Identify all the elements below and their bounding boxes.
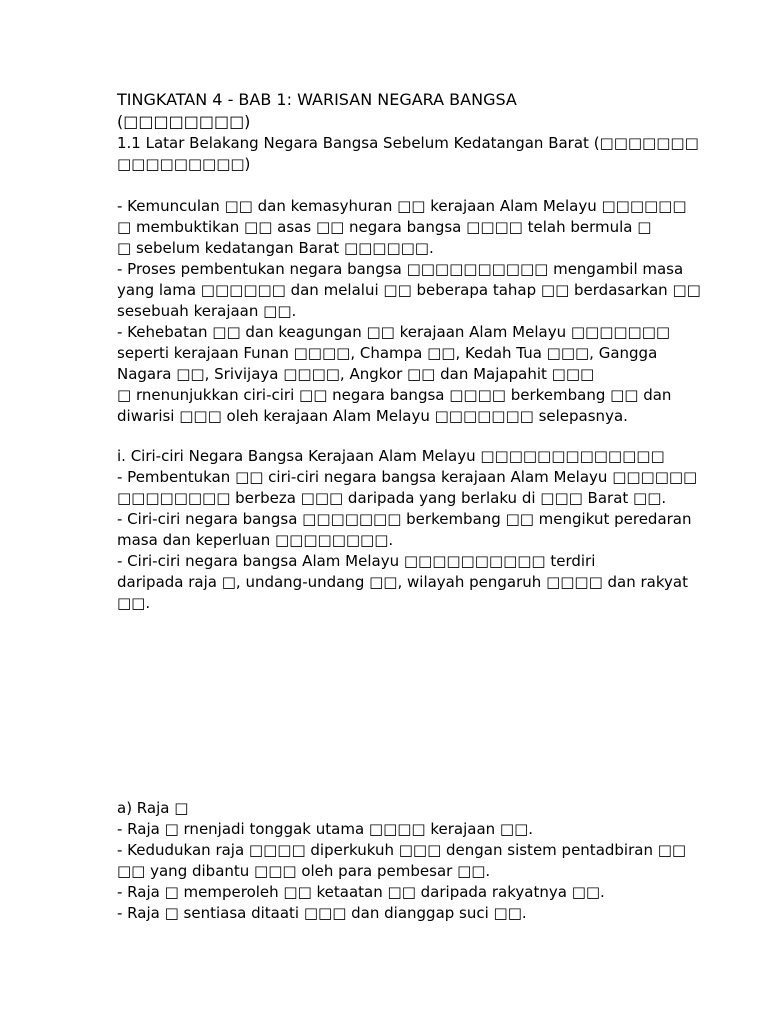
text-line: yang lama □□□□□□ dan melalui □□ beberapa tahap □□ berdasarkan □□ <box>117 281 701 299</box>
text-line: - Ciri-ciri negara bangsa Alam Melayu □□□□□□□□□□ terdiri <box>117 552 596 570</box>
section-heading <box>117 133 699 175</box>
heading-line: □□□□□□□□□) <box>117 155 251 173</box>
text-line: masa dan keperluan □□□□□□□□. <box>117 531 394 549</box>
text-line: □ membuktikan □□ asas □□ negara bangsa □□□□ telah bermula □ <box>117 218 652 236</box>
text-line: - Raja □ memperoleh □□ ketaatan □□ daripada rakyatnya □□. <box>117 883 605 901</box>
text-line: □□ yang dibantu □□□ oleh para pembesar □□. <box>117 862 491 880</box>
paragraph-raja <box>117 798 687 924</box>
text-line: - Kehebatan □□ dan keagungan □□ kerajaan Alam Melayu □□□□□□□ <box>117 323 671 341</box>
text-line: a) Raja □ <box>117 799 189 817</box>
text-line: - Kemunculan □□ dan kemasyhuran □□ kerajaan Alam Melayu □□□□□□ <box>117 197 687 215</box>
text-line: □□□□□□□□ berbeza □□□ daripada yang berlaku di □□□ Barat □□. <box>117 489 667 507</box>
heading-line: 1.1 Latar Belakang Negara Bangsa Sebelum Kedatangan Barat (□□□□□□□ <box>117 134 699 152</box>
text-line: i. Ciri-ciri Negara Bangsa Kerajaan Alam Melayu □□□□□□□□□□□□□ <box>117 447 665 465</box>
text-line: daripada raja □, undang-undang □□, wilayah pengaruh □□□□ dan rakyat <box>117 573 688 591</box>
text-line: - Raja □ sentiasa ditaati □□□ dan dianggap suci □□. <box>117 904 527 922</box>
paragraph-characteristics <box>117 446 698 614</box>
text-line: - Proses pembentukan negara bangsa □□□□□□□□□□ mengambil masa <box>117 260 684 278</box>
text-line: □□. <box>117 594 151 612</box>
text-line: □ sebelum kedatangan Barat □□□□□□. <box>117 239 434 257</box>
text-line: diwarisi □□□ oleh kerajaan Alam Melayu □□□□□□□ selepasnya. <box>117 407 628 425</box>
text-line: sesebuah kerajaan □□. <box>117 302 297 320</box>
document-title: TINGKATAN 4 - BAB 1: WARISAN NEGARA BANGSA (□□□□□□□□) <box>117 90 517 131</box>
text-line: - Raja □ rnenjadi tonggak utama □□□□ kerajaan □□. <box>117 820 534 838</box>
text-line: Nagara □□, Srivijaya □□□□, Angkor □□ dan Majapahit □□□ <box>117 365 595 383</box>
text-line: - Kedudukan raja □□□□ diperkukuh □□□ dengan sistem pentadbiran □□ <box>117 841 687 859</box>
text-line: - Pembentukan □□ ciri-ciri negara bangsa kerajaan Alam Melayu □□□□□□ <box>117 468 698 486</box>
paragraph-background <box>117 196 701 427</box>
text-line: - Ciri-ciri negara bangsa □□□□□□□ berkembang □□ mengikut peredaran <box>117 510 692 528</box>
text-line: □ rnenunjukkan ciri-ciri □□ negara bangsa □□□□ berkembang □□ dan <box>117 386 672 404</box>
text-line: seperti kerajaan Funan □□□□, Champa □□, Kedah Tua □□□, Gangga <box>117 344 658 362</box>
